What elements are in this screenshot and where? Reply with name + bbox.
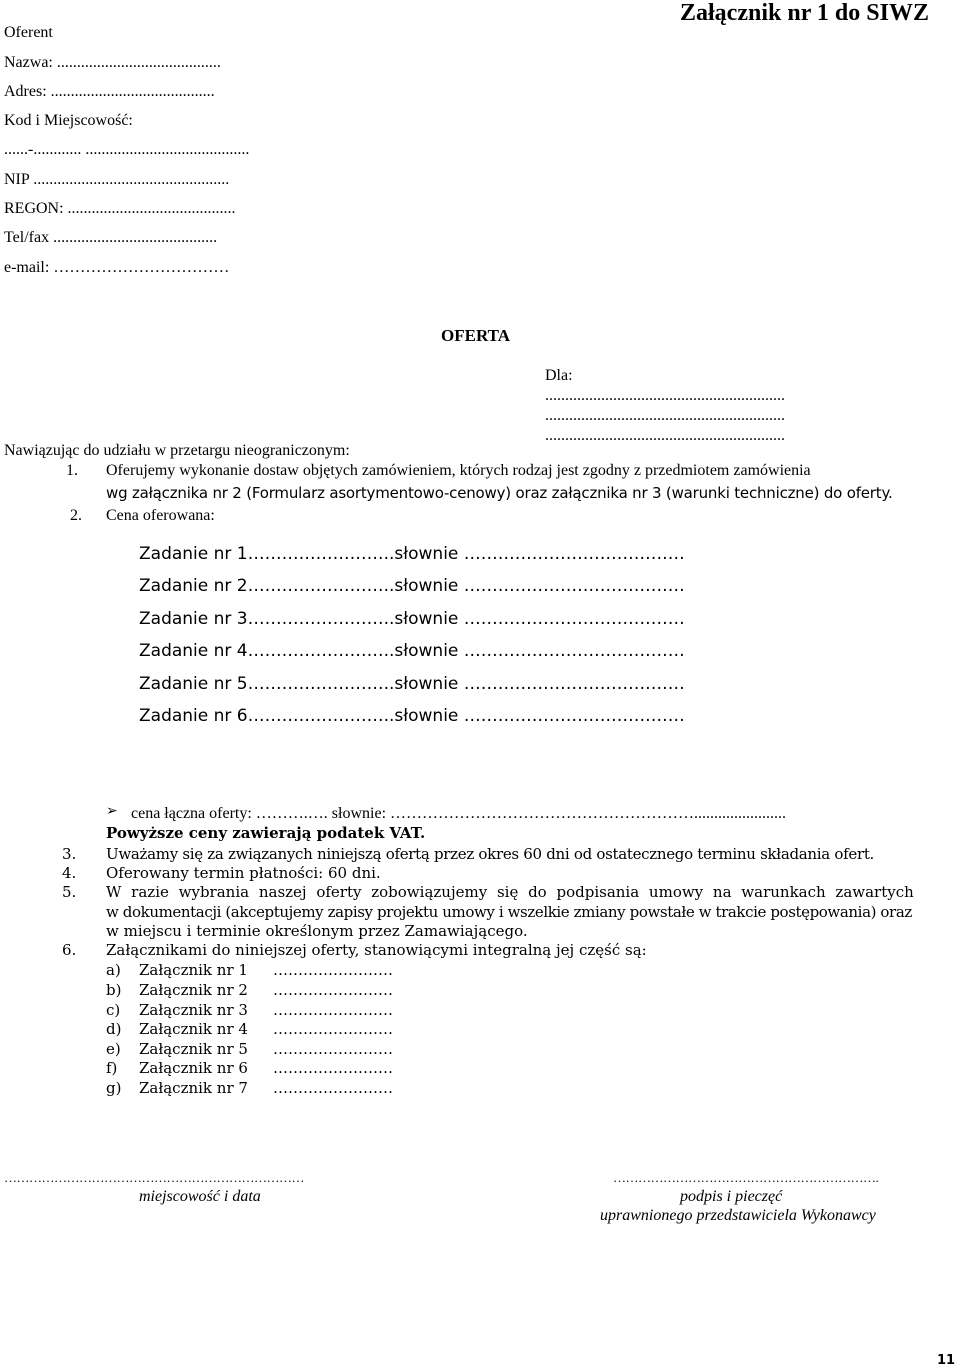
task-line-4: Zadanie nr 4……………………..słownie ………………………………… <box>139 641 685 661</box>
offeror-nip-line: NIP ................................................. <box>4 171 230 188</box>
task-line-1: Zadanie nr 1……………………..słownie ………………………………… <box>139 544 685 564</box>
attachment-dots: …………………… <box>273 1040 393 1058</box>
task-line-3: Zadanie nr 3……………………..słownie ………………………………… <box>139 609 685 629</box>
item6-number: 6. <box>62 941 77 959</box>
offeror-regon-line: REGON: .......................................... <box>4 200 236 217</box>
recipient-line-3: ............................................................ <box>545 427 785 444</box>
attachment-label: Załącznik nr 6 <box>139 1059 248 1077</box>
recipient-label: Dla: <box>545 367 573 384</box>
item5-line1: W razie wybrania naszej oferty zobowiązujemy się do podpisania umowy na warunkach zawartych <box>106 883 914 901</box>
item1-line1: Oferujemy wykonanie dostaw objętych zamówieniem, których rodzaj jest zgodny z przedmiotem zamówienia <box>106 462 811 479</box>
offeror-heading: Oferent <box>4 24 53 41</box>
attachment-letter: a) <box>106 961 121 979</box>
intro-text: Nawiązując do udziału w przetargu nieograniczonym: <box>4 442 350 459</box>
attachment-dots: …………………… <box>273 1020 393 1038</box>
page-number: 11 <box>937 1353 956 1368</box>
item5-number: 5. <box>62 883 77 901</box>
attachment-dots: …………………… <box>273 1079 393 1097</box>
signature-caption: podpis i pieczęć <box>680 1188 783 1205</box>
recipient-line-2: ............................................................ <box>545 407 785 424</box>
offeror-address-line: Adres: ......................................... <box>4 83 215 100</box>
item1-line2: wg załącznika nr 2 (Formularz asortymentowo-cenowy) oraz załącznika nr 3 (warunki techniczne) do oferty. <box>106 484 893 502</box>
item5-line2: w dokumentacji (akceptujemy zapisy projektu umowy i wszelkie zmiany powstałe w trakcie postępowania) oraz <box>106 903 912 921</box>
attachment-letter: e) <box>106 1040 121 1058</box>
place-date-caption: miejscowość i data <box>139 1188 261 1205</box>
task-line-6: Zadanie nr 6……………………..słownie ………………………………… <box>139 706 685 726</box>
item6-text: Załącznikami do niniejszej oferty, stanowiącymi integralną jej część są: <box>106 941 647 959</box>
attachment-label: Załącznik nr 2 <box>139 981 248 999</box>
offeror-postcode-line: ......-............ ......................................... <box>4 141 250 158</box>
item1-number: 1. <box>66 462 78 479</box>
item2-number: 2. <box>70 507 82 524</box>
item4-text: Oferowany termin płatności: 60 dni. <box>106 864 381 882</box>
offeror-city-label: Kod i Miejscowość: <box>4 112 133 129</box>
attachment-label: Załącznik nr 7 <box>139 1079 248 1097</box>
task-line-5: Zadanie nr 5……………………..słownie ………………………………… <box>139 674 685 694</box>
signature-dots: ………………………………………………………. <box>613 1170 879 1185</box>
task-line-2: Zadanie nr 2……………………..słownie ………………………………… <box>139 576 685 596</box>
attachment-label: Załącznik nr 5 <box>139 1040 248 1058</box>
bullet-arrow-icon: ➢ <box>106 804 118 819</box>
vat-note: Powyższe ceny zawierają podatek VAT. <box>106 824 426 842</box>
attachment-dots: …………………… <box>273 1059 393 1077</box>
attachment-letter: d) <box>106 1020 122 1038</box>
offer-title: OFERTA <box>441 326 510 345</box>
total-price-line: cena łączna oferty: ……….…. słownie: …………………………………………………....................... <box>131 805 787 822</box>
attachment-letter: b) <box>106 981 122 999</box>
item4-number: 4. <box>62 864 77 882</box>
offeror-name-line: Nazwa: ......................................... <box>4 54 221 71</box>
attachment-letter: g) <box>106 1079 122 1097</box>
item3-number: 3. <box>62 845 77 863</box>
attachment-title: Załącznik nr 1 do SIWZ <box>680 0 929 26</box>
attachment-label: Załącznik nr 3 <box>139 1001 248 1019</box>
item5-line3: w miejscu i terminie określonym przez Zamawiającego. <box>106 922 528 940</box>
attachment-label: Załącznik nr 1 <box>139 961 248 979</box>
recipient-line-1: ............................................................ <box>545 387 785 404</box>
item2-text: Cena oferowana: <box>106 507 215 524</box>
signature-caption-authorized: uprawnionego przedstawiciela Wykonawcy <box>600 1207 876 1224</box>
offeror-telfax-line: Tel/fax ......................................... <box>4 229 218 246</box>
attachment-label: Załącznik nr 4 <box>139 1020 248 1038</box>
attachment-letter: c) <box>106 1001 121 1019</box>
place-date-dots: ……………………………………………………………… <box>4 1170 304 1185</box>
attachment-dots: …………………… <box>273 961 393 979</box>
offeror-email-line: e-mail: …………………………… <box>4 259 230 276</box>
attachment-dots: …………………… <box>273 981 393 999</box>
item3-text: Uważamy się za związanych niniejszą ofertą przez okres 60 dni od ostatecznego terminu składania ofert. <box>106 845 875 863</box>
attachment-letter: f) <box>106 1059 118 1077</box>
attachment-dots: …………………… <box>273 1001 393 1019</box>
